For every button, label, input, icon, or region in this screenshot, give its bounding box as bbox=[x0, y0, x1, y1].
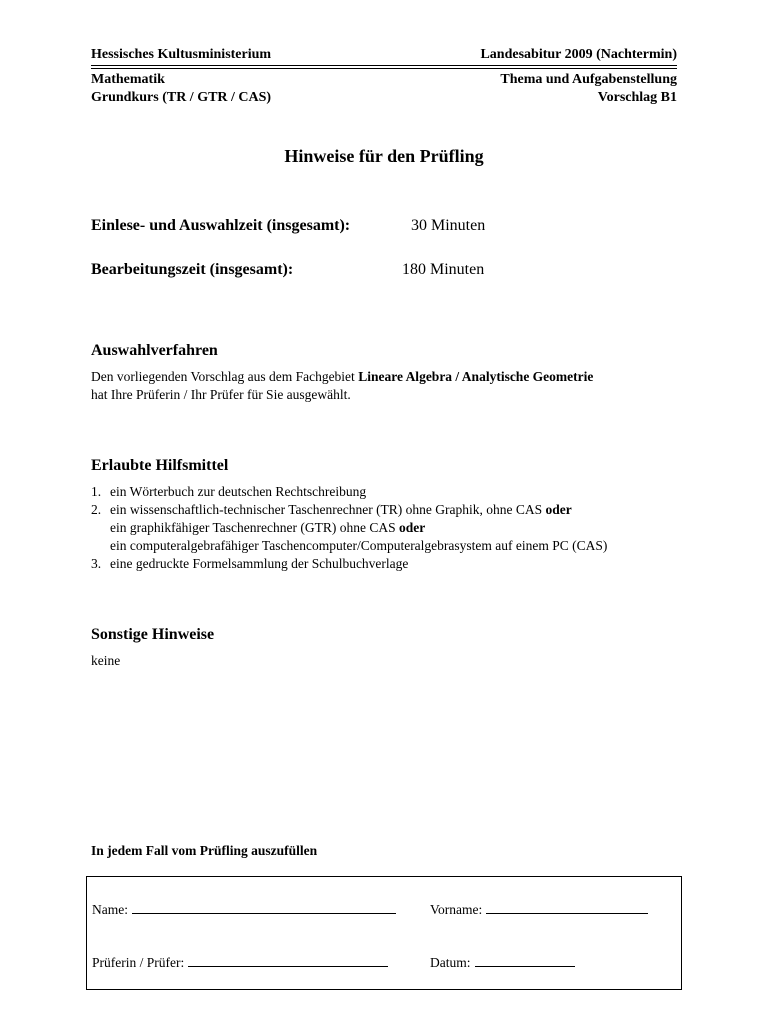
student-info-form bbox=[86, 876, 682, 990]
list-number: 1. bbox=[91, 484, 102, 499]
form-heading: In jedem Fall vom Prüfling auszufüllen bbox=[91, 843, 318, 858]
other-text: keine bbox=[91, 653, 121, 668]
list-number: 2. bbox=[91, 502, 102, 517]
aids-heading: Erlaubte Hilfsmittel bbox=[91, 457, 229, 474]
list-item bbox=[91, 483, 366, 501]
name-input-line[interactable] bbox=[132, 900, 396, 914]
aid-formula-collection: eine gedruckte Formelsammlung der Schulbuchverlage bbox=[110, 556, 409, 571]
aid-cas: ein computeralgebrafähiger Taschencomputer/Computeralgebrasystem auf einem PC (CAS) bbox=[110, 538, 608, 553]
name-label: Name: bbox=[92, 902, 128, 917]
aid-dictionary: ein Wörterbuch zur deutschen Rechtschreibung bbox=[110, 484, 367, 499]
reading-time-value: 30 Minuten bbox=[411, 217, 486, 234]
or-word: oder bbox=[545, 502, 572, 517]
header-rule-bottom bbox=[91, 68, 677, 69]
examiner-label: Prüferin / Prüfer: bbox=[92, 955, 185, 970]
name-field bbox=[92, 900, 396, 918]
date-input-line[interactable] bbox=[475, 953, 575, 967]
date-label: Datum: bbox=[430, 955, 471, 970]
firstname-label: Vorname: bbox=[430, 902, 483, 917]
exam-name: Landesabitur 2009 (Nachtermin) bbox=[480, 47, 677, 62]
header-rule-top bbox=[91, 65, 677, 66]
section-name: Thema und Aufgabenstellung bbox=[500, 72, 677, 87]
page-title: Hinweise für den Prüfling bbox=[284, 146, 484, 166]
working-time-value: 180 Minuten bbox=[402, 261, 485, 278]
selection-line-1 bbox=[91, 368, 593, 386]
selection-heading: Auswahlverfahren bbox=[91, 342, 218, 359]
subject-area: Lineare Algebra / Analytische Geometrie bbox=[358, 369, 594, 384]
subject-name: Mathematik bbox=[91, 72, 165, 87]
list-item bbox=[91, 501, 572, 519]
or-word: oder bbox=[398, 520, 426, 535]
working-time-label: Bearbeitungszeit (insgesamt): bbox=[91, 261, 294, 278]
reading-time-label: Einlese- und Auswahlzeit (insgesamt): bbox=[91, 217, 351, 234]
course-name: Grundkurs (TR / GTR / CAS) bbox=[91, 90, 272, 105]
list-item bbox=[91, 555, 408, 573]
examiner-input-line[interactable] bbox=[188, 953, 388, 967]
list-item-continuation bbox=[110, 519, 425, 537]
aid-gtr: ein graphikfähiger Taschenrechner (GTR) ohne CAS bbox=[110, 520, 399, 535]
examiner-field bbox=[92, 953, 388, 971]
firstname-input-line[interactable] bbox=[486, 900, 648, 914]
ministry-name: Hessisches Kultusministerium bbox=[91, 47, 272, 62]
other-heading: Sonstige Hinweise bbox=[91, 626, 215, 643]
firstname-field bbox=[430, 900, 648, 918]
list-number: 3. bbox=[91, 556, 102, 571]
proposal-name: Vorschlag B1 bbox=[597, 90, 677, 105]
selection-line-2: hat Ihre Prüferin / Ihr Prüfer für Sie ausgewählt. bbox=[91, 387, 351, 402]
aid-tr: ein wissenschaftlich-technischer Taschenrechner (TR) ohne Graphik, ohne CAS bbox=[110, 502, 546, 517]
selection-text: Den vorliegenden Vorschlag aus dem Fachgebiet bbox=[91, 369, 359, 384]
date-field bbox=[430, 953, 575, 971]
